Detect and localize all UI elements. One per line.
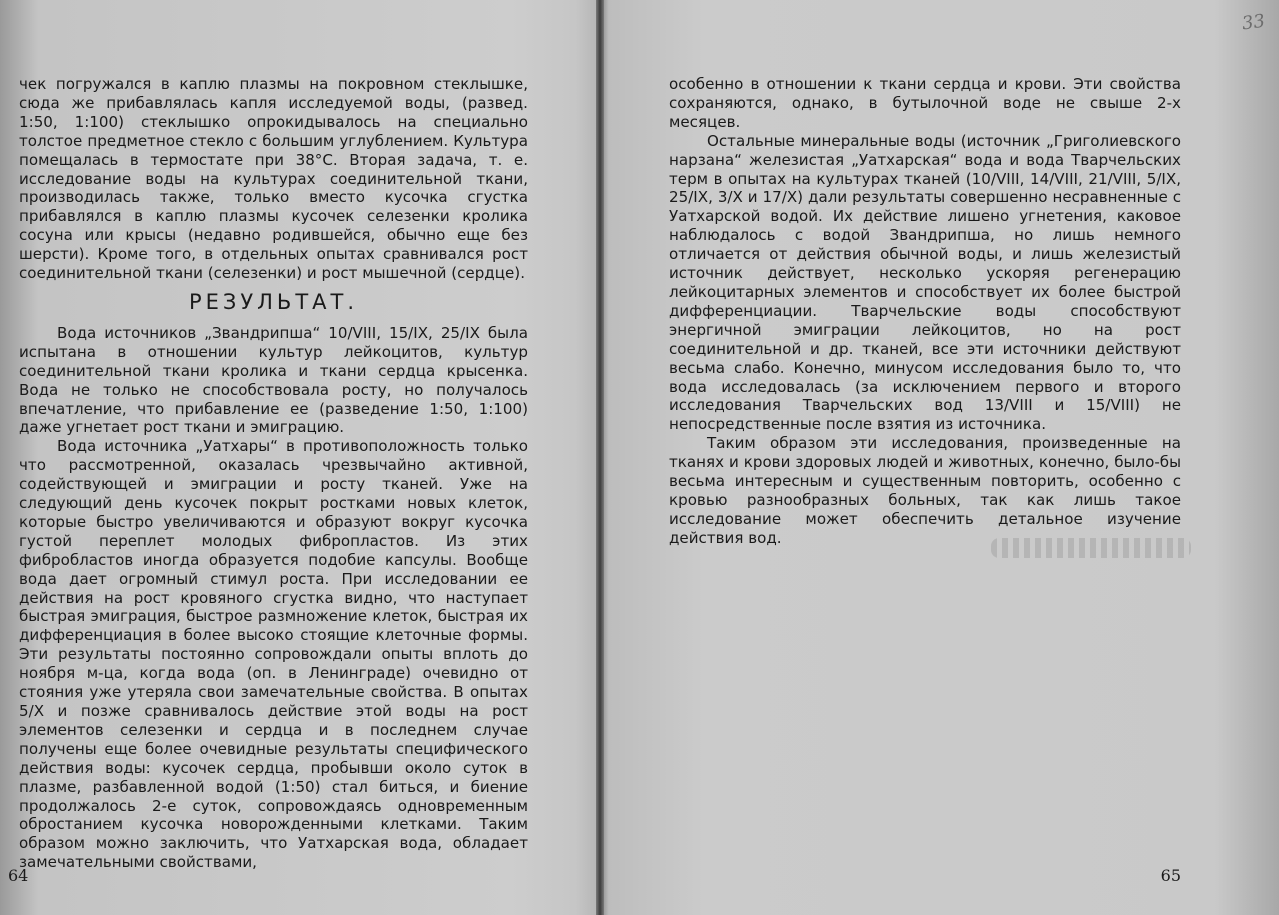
left-page-text: [19, 75, 528, 872]
paragraph-continuation: особенно в отношении к ткани сердца и крови. Эти свойства сохраняются, однако, в бутылочной воде не свыше 2-х месяцев.: [669, 75, 1181, 131]
paragraph-conclusion: Таким образом эти исследования, произведенные на тканях и крови здоровых людей и животных, конечно, было-бы весьма интересным и существенным повторить, особенно с кровью разнообразных больных, так как лишь такое исследование может обеспечить детальное изучение действия вод.: [669, 434, 1181, 547]
handwritten-corner-mark: 33: [1240, 10, 1267, 35]
paragraph-other-waters: Остальные минеральные воды (источник „Григолиевского нарзана“ железистая „Уатхарская“ вода и вода Тварчельских терм в опытах на культурах тканей (10/VIII, 14/VIII, 21/VIII, 5/IX, 25/IX, 3/X и 17/X) дали результаты совершенно несравненные с Уатхарской водой. Их действие лишено угнетения, каковое наблюдалось с водой Звандрипша, но лишь немного отличается от действия обычной воды, и лишь железистый источник действует, несколько ускоряя регенерацию лейкоцитарных элементов и способствует их более быстрой дифференциации. Тварчельские воды способствуют энергичной эмиграции лейкоцитов, но на рост соединительной и др. тканей, все эти источники действуют весьма слабо. Конечно, минусом исследования было то, что вода исследовалась (за исключением первого и второго исследования Тварчельских вод 13/VIII и 15/VIII) не непосредственные после взятия из источника.: [669, 131, 1181, 434]
paragraph-zvandripsha: Вода источников „Звандрипша“ 10/VIII, 15/IX, 25/IX была испытана в отношении культур лейкоцитов, культур соединительной ткани кролика и ткани сердца крысенка. Вода не только не способствовала росту, но получалось впечатление, что прибавление ее (разведение 1:50, 1:100) даже угнетает рост ткани и эмиграцию.: [19, 323, 528, 437]
page-number-right: 65: [1160, 866, 1181, 885]
right-page-text: [669, 75, 1181, 548]
right-page: [601, 0, 1279, 915]
paragraph-uatkhara: Вода источника „Уатхары“ в противоположность только что рассмотренной, оказалась чрезвычайно активной, содействующей и эмиграции и росту тканей. Уже на следующий день кусочек покрыт ростками новых клеток, которые быстро увеличиваются и образуют вокруг кусочка густой переплет молодых фибропластов. Из этих фибробластов иногда образуется подобие капсулы. Вообще вода дает огромный стимул роста. При исследовании ее действия на рост кровяного сгустка видно, что наступает быстрая эмиграция, быстрое размножение клеток, быстрая их дифференциация в более высоко стоящие клеточные формы. Эти результаты постоянно сопровождали опыты вплоть до ноября м-ца, когда вода (оп. в Ленинграде) очевидно от стояния уже утеряла свои замечательные свойства. В опытах 5/X и позже сравнивалось действие этой воды на рост элементов селезенки и сердца и в последнем случае получены еще более очевидные результаты специфического действия воды: кусочек сердца, пробывши около суток в плазме, разбавленной водой (1:50) стал биться, и биение продолжалось 2-е суток, сопровождаясь одновременным обростанием кусочка новорожденными клетками. Таким образом можно заключить, что Уатхарская вода, обладает замечательными свойствами,: [19, 437, 528, 872]
section-heading-result: РЕЗУЛЬТАТ.: [188, 289, 359, 314]
paragraph-methods: чек погружался в каплю плазмы на покровном стеклышке, сюда же прибавлялась капля исследуемой воды, (развед. 1:50, 1:100) стеклышко опрокидывалось на специально толстое предметное стекло с большим углублением. Культура помещалась в термостате при 38°С. Вторая задача, т. е. исследование воды на культурах соединительной ткани, производилась также, только вместо кусочка сгустка прибавлялся в каплю плазмы кусочек селезенки кролика сосуна или крысы (недавно родившейся, обычно еще без шерсти). Кроме того, в отдельных опытах сравнивался рост соединительной ткани (селезенки) и рост мышечной (сердце).: [19, 75, 528, 283]
page-number-left: 64: [8, 866, 29, 885]
left-page: [0, 0, 598, 915]
faded-stamp: [991, 538, 1191, 558]
